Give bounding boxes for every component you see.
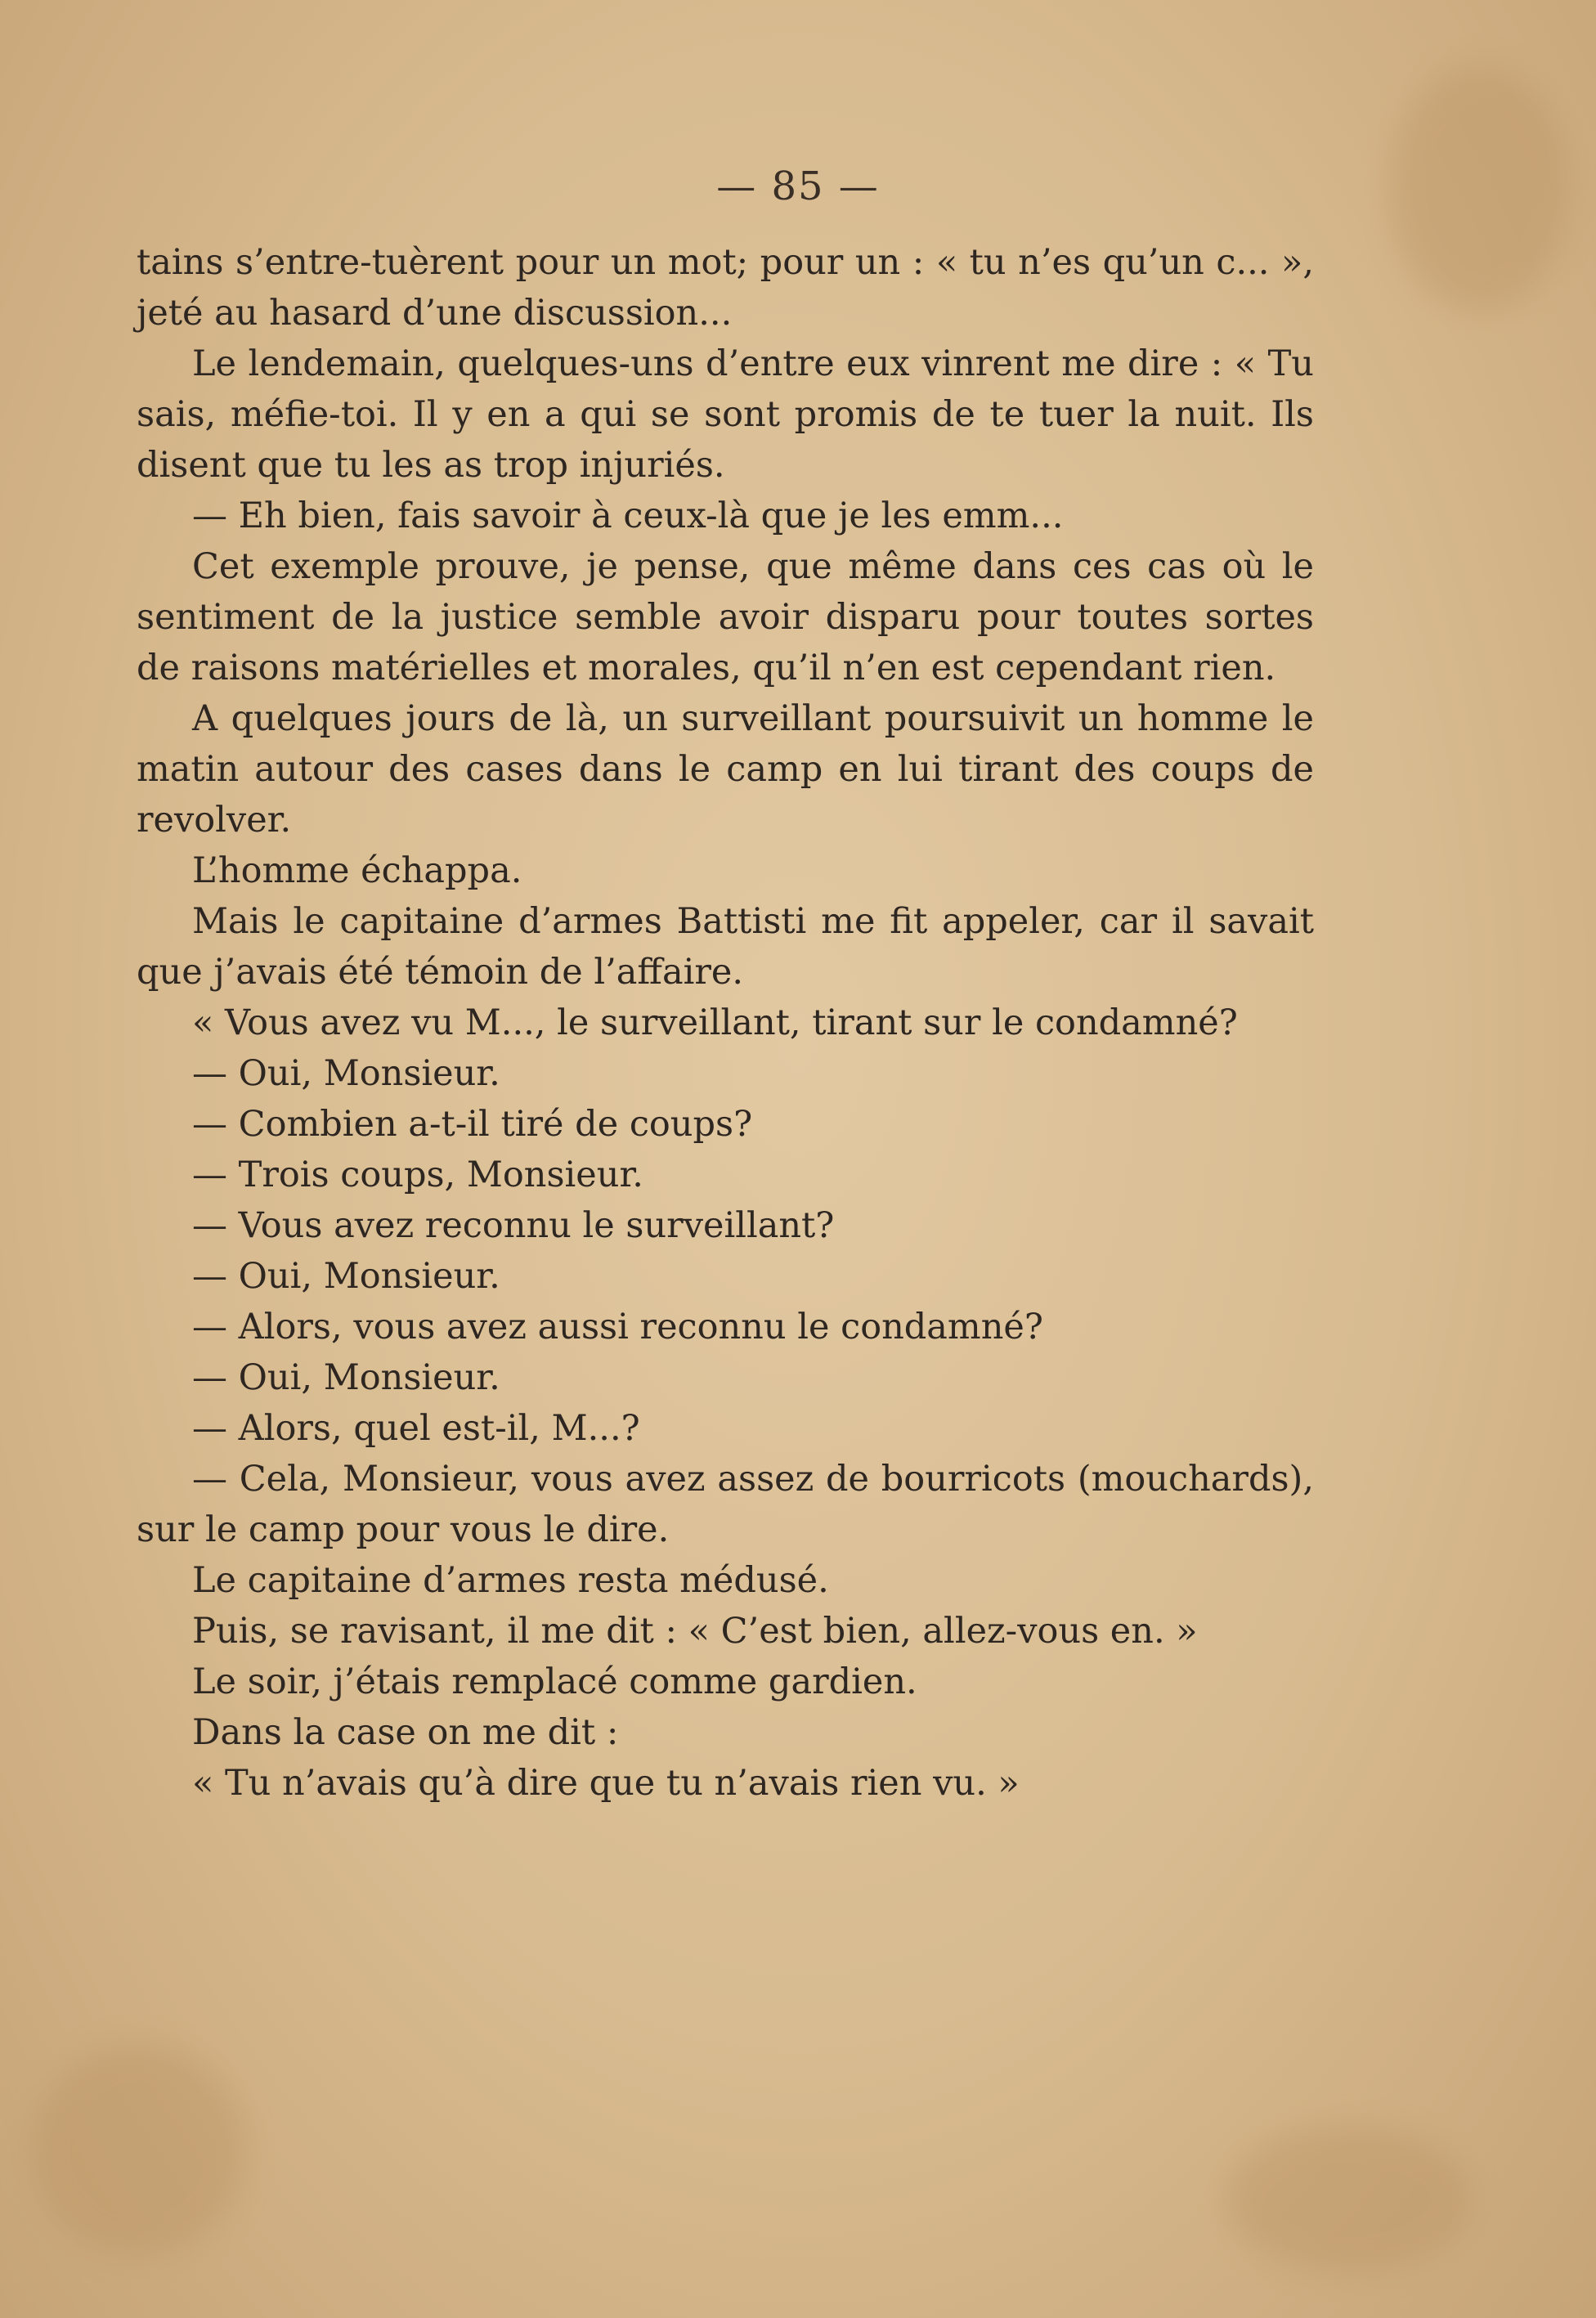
dialogue-line: — Trois coups, Monsieur. (192, 1155, 643, 1195)
paragraph: « Vous avez vu M..., le surveillant, tirant sur le condamné? (192, 1002, 1238, 1043)
paper-stain (33, 2044, 245, 2257)
paragraph: « Tu n’avais qu’à dire que tu n’avais rien vu. » (192, 1763, 1020, 1804)
paragraph: Le lendemain, quelques-uns d’entre eux vinrent me dire : « Tu sais, méfie-toi. Il y en a qui se sont promis de te tuer la nuit. Ils disent que tu les as trop injuriés. (137, 343, 1314, 486)
paragraph: Le capitaine d’armes resta médusé. (192, 1560, 829, 1601)
paper-stain (1226, 2126, 1472, 2273)
page-text (137, 237, 1314, 1809)
paragraph: tains s’entre-tuèrent pour un mot; pour un : « tu n’es qu’un c... », jeté au hasard d’une discussion... (137, 242, 1314, 334)
paragraph: Le soir, j’étais remplacé comme gardien. (192, 1661, 917, 1702)
paragraph: Puis, se ravisant, il me dit : « C’est bien, allez-vous en. » (192, 1611, 1198, 1652)
dialogue-line: — Combien a-t-il tiré de coups? (192, 1104, 753, 1145)
dialogue-line: — Oui, Monsieur. (192, 1256, 500, 1297)
paragraph: — Eh bien, fais savoir à ceux-là que je les emm... (192, 495, 1064, 536)
dialogue-line: — Oui, Monsieur. (192, 1053, 500, 1094)
dialogue-line: — Vous avez reconnu le surveillant? (192, 1205, 835, 1246)
dialogue-line: — Alors, quel est-il, M...? (192, 1408, 640, 1449)
paragraph: Cet exemple prouve, je pense, que même dans ces cas où le sentiment de la justice semble avoir disparu pour toutes sortes de raisons matérielles et morales, qu’il n’en est cependant rien. (137, 546, 1314, 688)
dialogue-line: — Oui, Monsieur. (192, 1357, 500, 1398)
dialogue-line: — Cela, Monsieur, vous avez assez de bourricots (mouchards), sur le camp pour vous le dire. (137, 1459, 1314, 1550)
dialogue-line: — Alors, vous avez aussi reconnu le condamné? (192, 1307, 1043, 1347)
paragraph: Dans la case on me dit : (192, 1712, 619, 1753)
paragraph: Mais le capitaine d’armes Battisti me fit appeler, car il savait que j’avais été témoin de l’affaire. (137, 901, 1314, 993)
page-number: — 85 — (716, 164, 880, 209)
paragraph: L’homme échappa. (192, 850, 522, 891)
paragraph: A quelques jours de là, un surveillant poursuivit un homme le matin autour des cases dans le camp en lui tirant des coups de revolver. (137, 698, 1314, 841)
